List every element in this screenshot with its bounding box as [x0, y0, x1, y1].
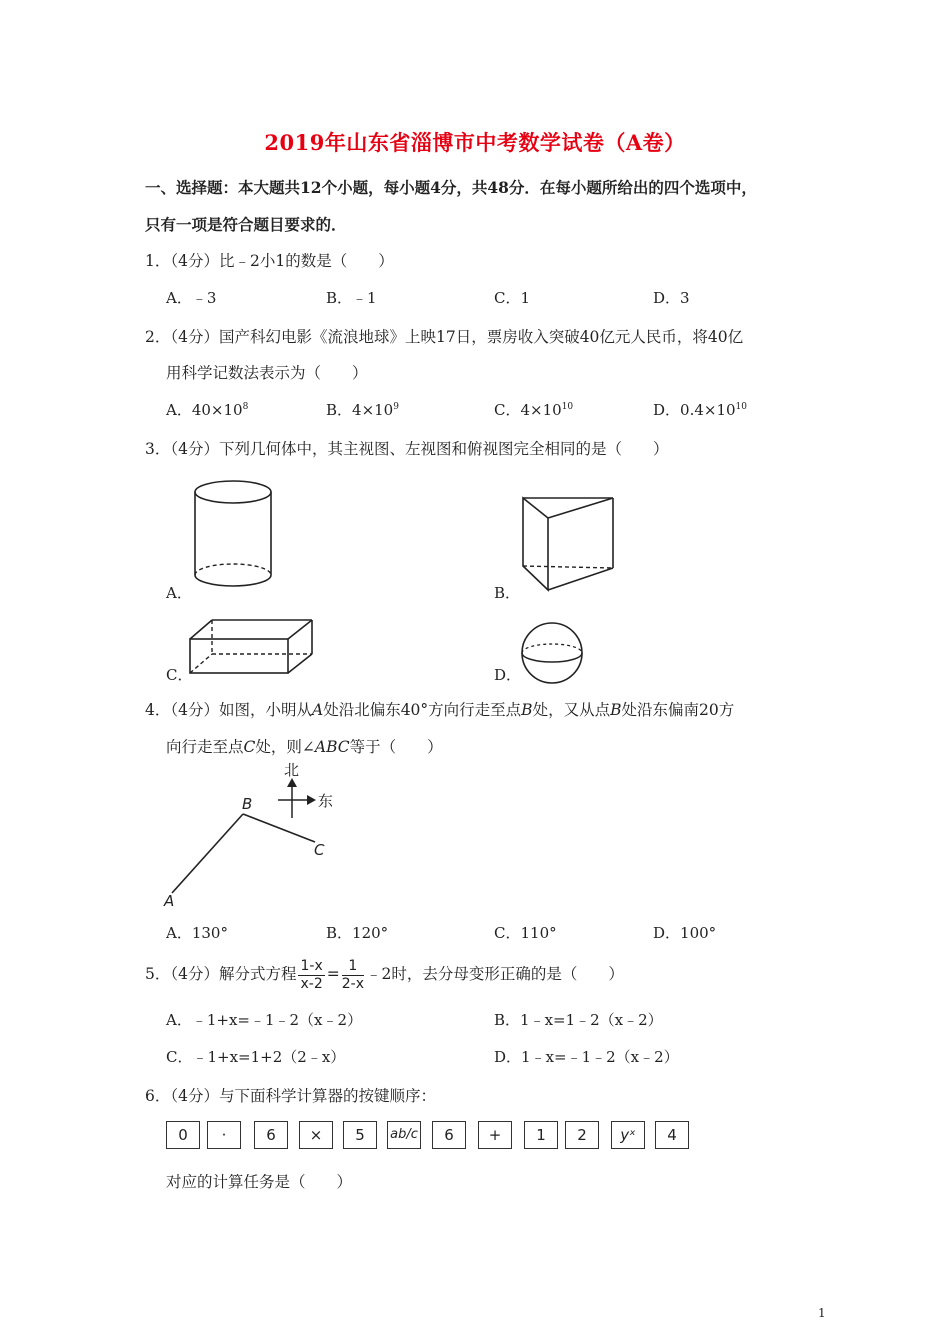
- question-2-option-c[interactable]: [494, 399, 573, 420]
- question-3-stem: 3．（4分）下列几何体中，其主视图、左视图和俯视图完全相同的是（ ）: [145, 440, 669, 458]
- question-1-option-c[interactable]: C．1: [494, 289, 531, 307]
- question-4-option-c[interactable]: C．110°: [494, 924, 557, 942]
- question-4-stem-line1: [145, 698, 734, 720]
- section-instructions-line1: 一、选择题：本大题共12个小题，每小题4分，共48分．在每小题所给出的四个选项中，: [145, 178, 757, 197]
- point-b-ref: B: [610, 701, 622, 719]
- question-4-option-d[interactable]: D．100°: [653, 924, 717, 942]
- page-number: 1: [818, 1306, 826, 1320]
- question-5-option-b[interactable]: B．1﹣x=1﹣2（x﹣2）: [494, 1011, 663, 1029]
- calculator-key-decimal-point: ·: [207, 1121, 241, 1149]
- triangular-prism-icon: [520, 496, 620, 596]
- question-5-option-a[interactable]: A．﹣1+x=﹣1﹣2（x﹣2）: [166, 1011, 363, 1029]
- question-6-stem: 6．（4分）与下面科学计算器的按键顺序：: [145, 1087, 436, 1105]
- calculator-key-fraction: ab/c: [387, 1121, 421, 1149]
- calculator-key-4: 4: [655, 1121, 689, 1149]
- point-c-ref: C: [243, 738, 256, 756]
- point-b-label: B: [242, 795, 253, 813]
- text: ﹣2时，去分母变形正确的是（ ）: [365, 965, 624, 983]
- question-3-option-a[interactable]: A．: [166, 584, 192, 602]
- exponent: 8: [242, 402, 249, 412]
- question-1-stem: 1．（4分）比﹣2小1的数是（ ）: [145, 252, 394, 270]
- question-2-stem-line2: 用科学记数法表示为（ ）: [166, 364, 368, 382]
- calculator-key-multiply: ×: [299, 1121, 333, 1149]
- question-4-option-a[interactable]: A．130°: [166, 924, 228, 942]
- north-label: 北: [284, 761, 300, 779]
- fraction-2: [342, 958, 364, 993]
- question-4-stem-line2: [166, 735, 443, 757]
- text: 向行走至点: [166, 738, 244, 756]
- question-2-option-a[interactable]: [166, 399, 248, 420]
- denominator: x-2: [300, 975, 323, 992]
- calculator-key-2: 2: [565, 1121, 599, 1149]
- text: 处沿东偏南20方: [621, 701, 735, 719]
- text: 4．（4分）如图，小明从: [145, 701, 312, 719]
- fraction-1: [298, 958, 324, 993]
- cuboid-icon: [188, 617, 318, 677]
- calculator-key-0: 0: [166, 1121, 200, 1149]
- numerator: 1: [342, 958, 364, 976]
- option-text: C．4×10: [494, 401, 562, 419]
- question-2-stem-line1: 2．（4分）国产科幻电影《流浪地球》上映17日，票房收入突破40亿元人民币，将40亿: [145, 328, 744, 346]
- angle-abc-ref: ABC: [314, 738, 350, 756]
- numerator: 1-x: [300, 957, 323, 974]
- calculator-key-6: 6: [254, 1121, 288, 1149]
- denominator: 2-x: [341, 975, 364, 992]
- calculator-key-power: yˣ: [611, 1121, 645, 1149]
- east-label: 东: [318, 792, 334, 810]
- question-6-followup: 对应的计算任务是（ ）: [166, 1173, 353, 1191]
- question-5-stem: [145, 954, 624, 994]
- equals-sign: =: [326, 965, 340, 983]
- question-2-option-d[interactable]: [653, 399, 747, 420]
- calculator-key-6b: 6: [432, 1121, 466, 1149]
- point-c-label: C: [314, 841, 325, 859]
- text: 等于（ ）: [349, 738, 443, 756]
- direction-diagram: [160, 760, 360, 910]
- question-1-option-d[interactable]: D．3: [653, 289, 690, 307]
- point-b-ref: B: [521, 701, 533, 719]
- calculator-key-5: 5: [343, 1121, 377, 1149]
- text: 5．（4分）解分式方程: [145, 965, 297, 983]
- option-text: D．0.4×10: [653, 401, 736, 419]
- text: 处沿北偏东40°方向行走至点: [323, 701, 522, 719]
- section-instructions-line2: 只有一项是符合题目要求的．: [145, 215, 347, 234]
- calculator-key-1: 1: [524, 1121, 558, 1149]
- question-4-option-b[interactable]: B．120°: [326, 924, 389, 942]
- exponent: 9: [393, 402, 399, 412]
- calculator-key-plus: +: [478, 1121, 512, 1149]
- text: 处，则∠: [255, 738, 315, 756]
- question-3-option-d[interactable]: D．: [494, 666, 522, 684]
- point-a-label: A: [164, 892, 175, 910]
- sphere-icon: [520, 621, 586, 687]
- exponent: 10: [561, 402, 574, 412]
- question-1-option-a[interactable]: A．﹣3: [166, 289, 217, 307]
- question-5-option-c[interactable]: C．﹣1+x=1+2（2﹣x）: [166, 1048, 346, 1066]
- question-3-option-b[interactable]: B．: [494, 584, 521, 602]
- question-2-option-b[interactable]: [326, 399, 399, 420]
- option-text: A．40×10: [166, 401, 243, 419]
- page-title: 2019年山东省淄博市中考数学试卷（A卷）: [264, 130, 686, 155]
- question-5-option-d[interactable]: D．1﹣x=﹣1﹣2（x﹣2）: [494, 1048, 679, 1066]
- point-a-ref: A: [311, 701, 324, 719]
- option-text: B．4×10: [326, 401, 394, 419]
- exponent: 10: [735, 402, 747, 412]
- cylinder-icon: [190, 478, 280, 598]
- question-3-option-c[interactable]: C．: [166, 666, 193, 684]
- text: 处，又从点: [532, 701, 611, 719]
- question-1-option-b[interactable]: B．﹣1: [326, 289, 377, 307]
